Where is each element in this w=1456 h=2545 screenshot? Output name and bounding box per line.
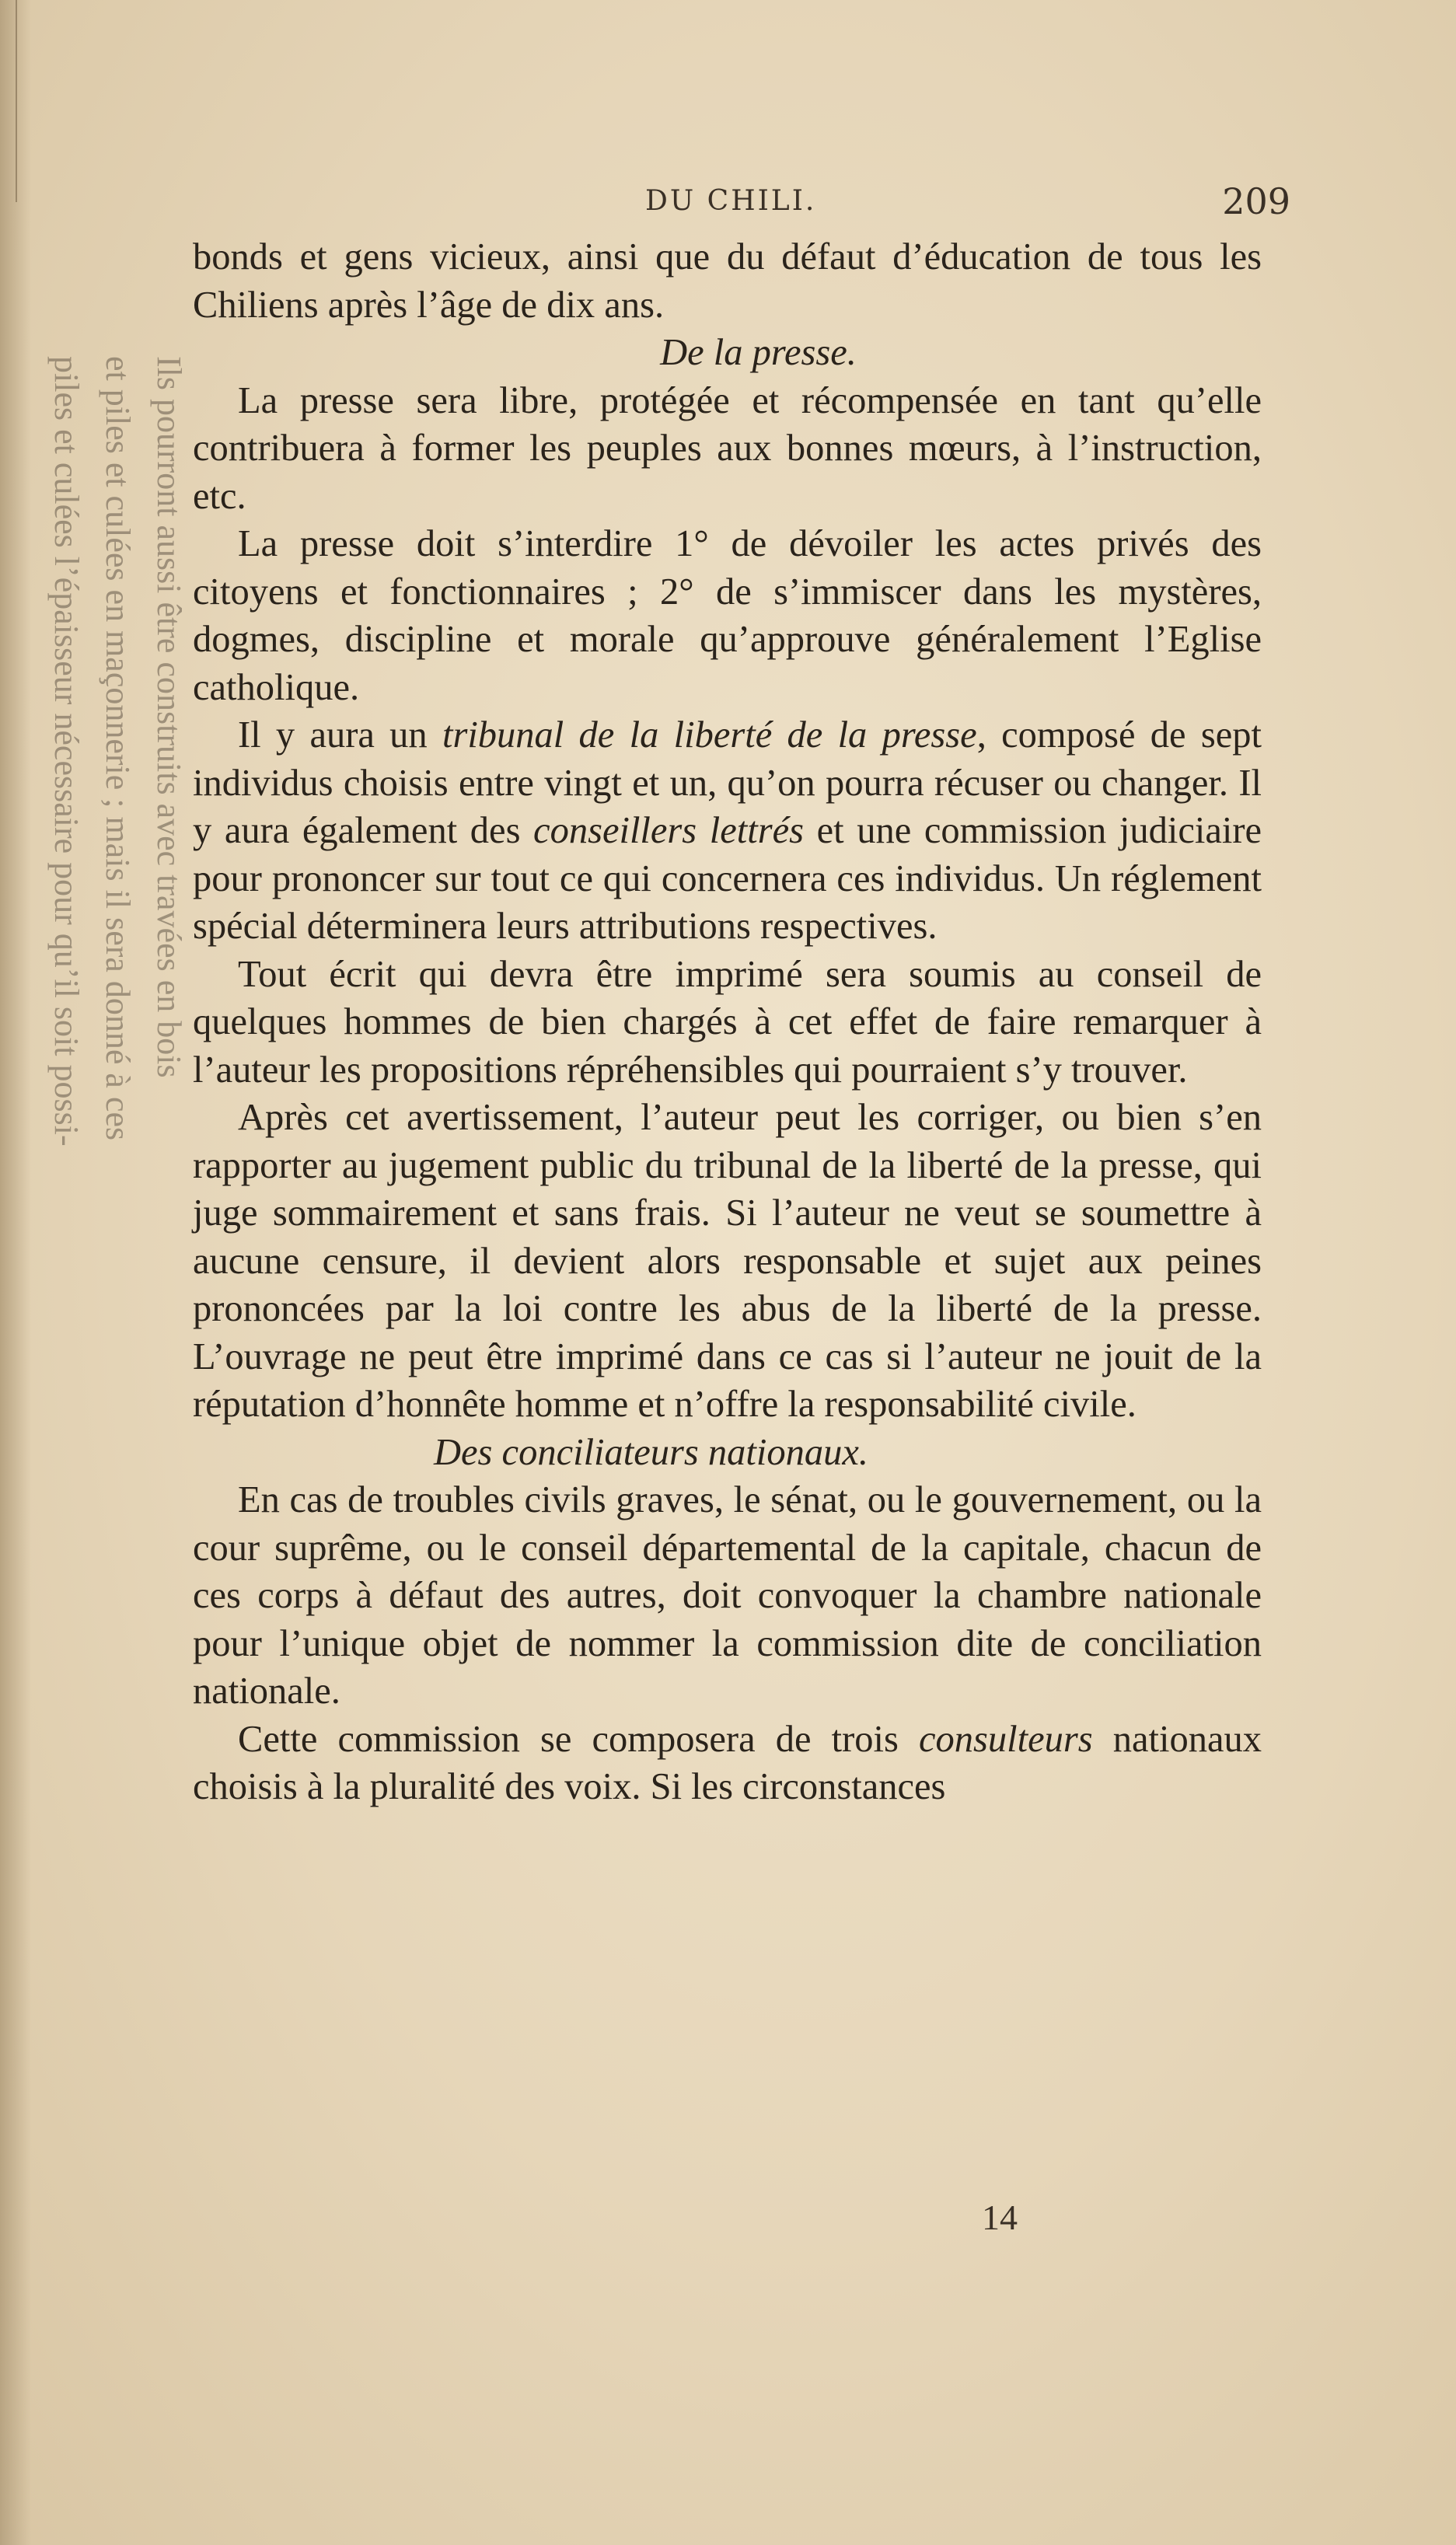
text-run: nationaux choisis à la pluralité des voix. Si les circonstances [193, 1718, 1262, 1807]
italic-term: conseillers lettrés [533, 810, 805, 851]
text-run: , composé de sept individus choisis entre vingt et un, qu’on pourra récuser ou changer. Il y aura également des [193, 714, 1262, 851]
text-run: et une commission judiciaire pour prononcer sur tout ce qui concernera ces individus. Un réglement spécial déterminera leurs attributions respectives. [193, 810, 1262, 947]
bleed-through-text [47, 356, 199, 1444]
bleed-line-3: piles et culées l’épaisseur nécessaire pour qu’il soit possi- [47, 356, 86, 1147]
paragraph-continued: bonds et gens vicieux, ainsi que du défaut d’éducation de tous les Chiliens après l’âge de dix ans. [193, 236, 1262, 326]
page-number: 209 [1222, 180, 1290, 222]
italic-term: consulteurs [918, 1718, 1093, 1760]
bleed-line-1: Ils pourront aussi être construits avec travées en bois [150, 356, 188, 1078]
paragraph-commission [193, 1716, 1262, 1811]
page-header [645, 180, 1290, 232]
section-heading-presse: De la presse. [660, 332, 857, 373]
paragraph: La presse doit s’interdire 1° de dévoiler les actes privés des citoyens et fonctionnaires ; 2° de s’immiscer dans les mystères, dogmes, discipline et morale qu’approuve généralement l’Eglise catholique. [193, 523, 1262, 708]
section-heading-conciliateurs: Des conciliateurs nationaux. [434, 1431, 869, 1473]
paragraph: Après cet avertissement, l’auteur peut les corriger, ou bien s’en rapporter au jugement public du tribunal de la liberté de la presse, qui juge sommairement et sans frais. Si l’auteur ne veut se soumettre à aucune censure, il devient alors responsable et sujet aux peines prononcées par la loi contre les abus de la liberté de la presse. L’ouvrage ne peut être imprimé dans ce cas si l’auteur ne jouit de la réputation d’honnête homme et n’offre la responsabilité civile. [193, 1097, 1262, 1425]
text-run: Il y aura un [238, 714, 442, 756]
italic-term: tribunal de la liberté de la presse [442, 714, 977, 756]
paragraph: La presse sera libre, protégée et récompensée en tant qu’elle contribuera à former les peuples aux bonnes mœurs, à l’instruction, etc. [193, 379, 1262, 517]
signature-mark: 14 [982, 2198, 1018, 2237]
paragraph: Tout écrit qui devra être imprimé sera soumis au conseil de quelques hommes de bien chargés à cet effet de faire remarquer à l’auteur les propositions répréhensibles qui pourraient s’y trouver. [193, 953, 1262, 1091]
paragraph: En cas de troubles civils graves, le sénat, ou le gouvernement, ou la cour suprême, ou le conseil départemental de la capitale, chacun de ces corps à défaut des autres, doit convoquer la chambre nationale pour l’unique objet de nommer la commission dite de conciliation nationale. [193, 1479, 1262, 1712]
text-run: Cette commission se composera de trois [238, 1718, 919, 1760]
running-head: DU CHILI. [645, 185, 817, 217]
binding-shadow [0, 0, 31, 2545]
gutter-rule [16, 0, 17, 202]
paragraph-tribunal [193, 711, 1262, 951]
body-text [193, 233, 1262, 1811]
bleed-line-2: et piles et culées en maçonnerie ; mais il sera donné à ces [99, 356, 137, 1141]
